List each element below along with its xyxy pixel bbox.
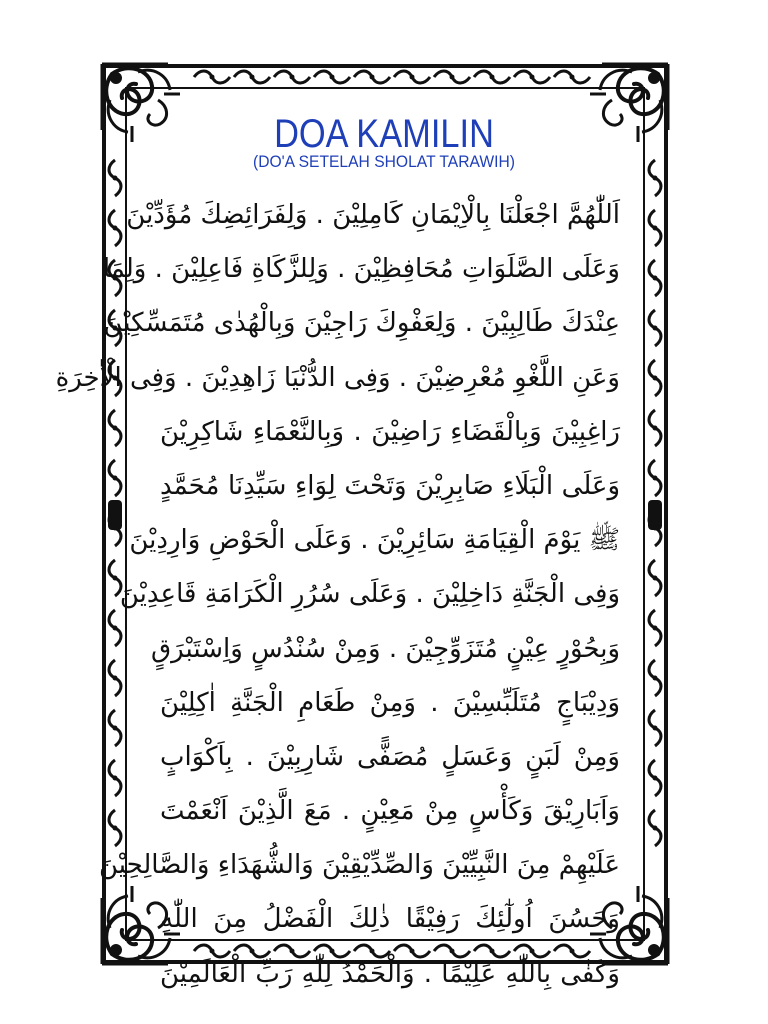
prayer-line: وَفِى الْجَنَّةِ دَاخِلِيْنَ . وَعَلَى سُرُرِ الْكَرَامَةِ قَاعِدِيْنَ bbox=[119, 579, 620, 610]
prayer-line: وَعَلَى الْبَلَاءِ صَابِرِيْنَ وَتَحْتَ لِوَاءِ سَيِّدِنَا مُحَمَّدٍ bbox=[160, 470, 620, 501]
prayer-line: عَلَيْهِمْ مِنَ النَّبِيِّيْنَ وَالصِّدِّيْقِيْنَ وَالشُّهَدَاءِ وَالصَّالِحِيْنَ bbox=[98, 850, 620, 881]
prayer-line: وَمِنْ لَبَنٍ وَعَسَلٍ مُصَفًّى شَارِبِيْنَ . بِاَكْوَابٍ bbox=[160, 741, 620, 772]
prayer-text bbox=[55, 188, 620, 989]
page-subtitle: (DO'A SETELAH SHOLAT TARAWIH) bbox=[253, 152, 515, 171]
prayer-line: وَكَفٰى بِاللّٰهِ عَلِيْمًا . وَالْحَمْدُ لِلّٰهِ رَبِّ الْعَالَمِيْنَ bbox=[160, 958, 620, 989]
page-title: DOA KAMILIN bbox=[274, 112, 494, 156]
prayer-line: وَدِيْبَاجٍ مُتَلَبِّسِيْنَ . وَمِنْ طَعَامِ الْجَنَّةِ اٰكِلِيْنَ bbox=[160, 687, 620, 718]
prayer-line: رَاغِبِيْنَ وَبِالْقَضَاءِ رَاضِيْنَ . وَبِالنَّعْمَاءِ شَاكِرِيْنَ bbox=[160, 416, 620, 447]
prayer-line: وَعَنِ اللَّغْوِ مُعْرِضِيْنَ . وَفِى الدُّنْيَا زَاهِدِيْنَ . وَفِى الْاٰخِرَةِ bbox=[55, 362, 620, 393]
prayer-line: وَاَبَارِيْقَ وَكَأْسٍ مِنْ مَعِيْنٍ . مَعَ الَّذِيْنَ اَنْعَمْتَ bbox=[160, 796, 620, 827]
prayer-line: وَبِحُوْرٍ عِيْنٍ مُتَزَوِّجِيْنَ . وَمِنْ سُنْدُسٍ وَاِسْتَبْرَقٍ bbox=[150, 633, 620, 664]
prayer-line: ﷺ يَوْمَ الْقِيَامَةِ سَائِرِيْنَ . وَعَلَى الْحَوْضِ وَارِدِيْنَ bbox=[129, 525, 620, 556]
prayer-line: وَحَسُنَ اُولٰٓئِكَ رَفِيْقًا ذٰلِكَ الْفَضْلُ مِنَ اللّٰهِ bbox=[160, 904, 620, 935]
prayer-line: عِنْدَكَ طَالِبِيْنَ . وَلِعَفْوِكَ رَاجِيْنَ وَبِالْهُدٰى مُتَمَسِّكِيْنَ bbox=[103, 308, 620, 339]
prayer-line: وَعَلَى الصَّلَوَاتِ مُحَافِظِيْنَ . وَلِلزَّكَاةِ فَاعِلِيْنَ . وَلِمَا bbox=[102, 254, 620, 285]
prayer-line: اَللّٰهُمَّ اجْعَلْنَا بِالْاِيْمَانِ كَامِلِيْنَ . وَلِفَرَائِضِكَ مُؤَدِّيْنَ bbox=[126, 200, 620, 230]
